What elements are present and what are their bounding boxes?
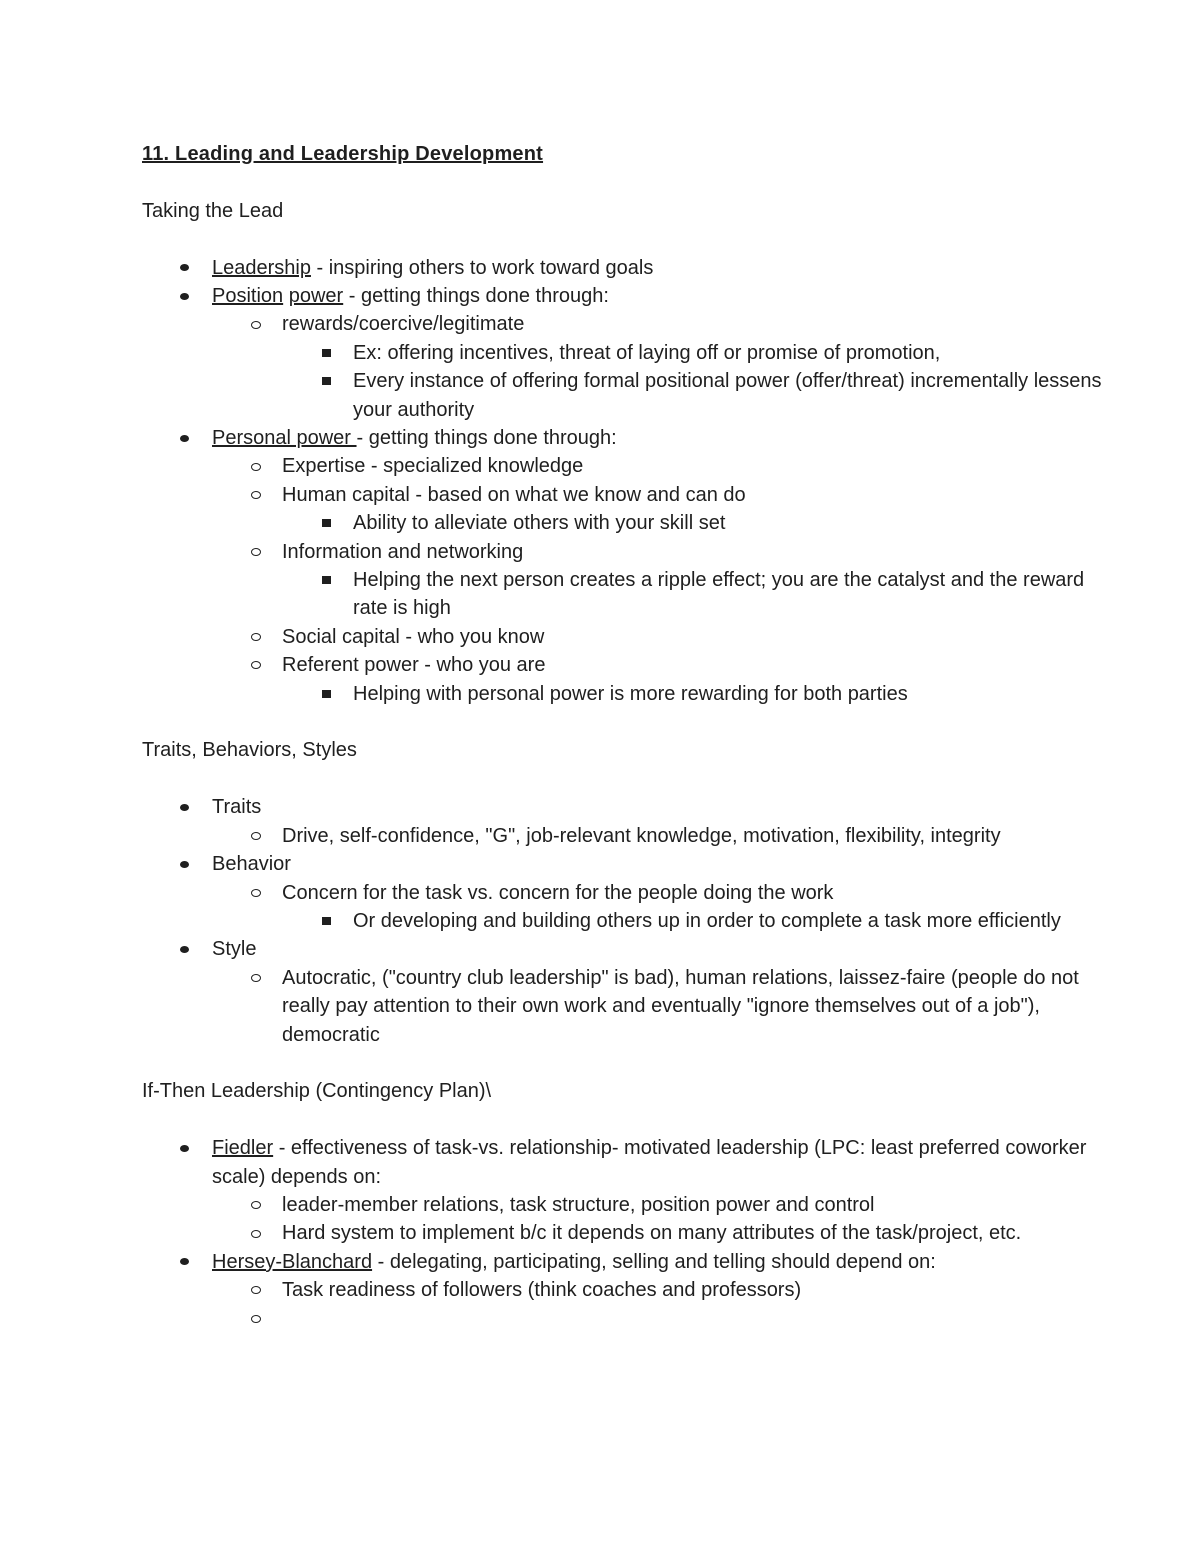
list-item-style <box>142 935 1102 963</box>
hollow-bullet-icon <box>248 822 264 850</box>
term-fiedler: Fiedler <box>212 1137 274 1160</box>
filled-bullet-icon <box>176 850 192 878</box>
list-item-helping-next <box>142 566 1102 623</box>
list-item-text: leader-member relations, task structure, position power and control <box>282 1193 875 1216</box>
hollow-bullet-icon <box>248 452 264 480</box>
filled-bullet-icon <box>176 935 192 963</box>
list-item-text: Task readiness of followers (think coaches and professors) <box>282 1279 802 1302</box>
list-item-human-capital <box>142 481 1102 509</box>
section-heading-traits-behaviors-styles: Traits, Behaviors, Styles <box>142 739 357 762</box>
hollow-bullet-icon <box>248 964 264 992</box>
definition-hersey-blanchard: - delegating, participating, selling and telling should depend on: <box>372 1250 936 1273</box>
bullet-list-taking-the-lead <box>142 254 1102 709</box>
list-item-traits <box>142 793 1102 821</box>
spacer <box>142 1049 1102 1077</box>
list-item-text: Information and networking <box>282 540 524 563</box>
spacer <box>142 708 1102 736</box>
hollow-bullet-icon <box>248 879 264 907</box>
spacer <box>142 168 1102 196</box>
spacer <box>142 225 1102 253</box>
list-item-autocratic <box>142 964 1102 1049</box>
spacer <box>142 765 1102 793</box>
hollow-bullet-icon <box>248 538 264 566</box>
square-bullet-icon <box>318 680 334 708</box>
list-item-information <box>142 538 1102 566</box>
hollow-bullet-icon <box>248 310 264 338</box>
list-item-text: Ability to alleviate others with your skill set <box>353 512 726 535</box>
filled-bullet-icon <box>176 282 192 310</box>
document-body <box>142 140 1102 1333</box>
term-personal-power: Personal power <box>212 427 357 450</box>
list-item-social-capital <box>142 623 1102 651</box>
list-item-leadership <box>142 254 1102 282</box>
list-item-text: Autocratic, ("country club leadership" is bad), human relations, laissez-faire (people do not really pay attention to their own work and eventually "ignore themselves out of a job"), democratic <box>282 966 1079 1046</box>
section-heading-if-then-leadership: If-Then Leadership (Contingency Plan)\ <box>142 1080 492 1103</box>
term-position: Position <box>212 285 284 307</box>
list-item-behavior <box>142 850 1102 878</box>
list-item-hersey-blanchard <box>142 1248 1102 1276</box>
list-item-position-power <box>142 282 1102 310</box>
square-bullet-icon <box>318 367 334 395</box>
hollow-bullet-icon <box>248 651 264 679</box>
list-item-text: Hard system to implement b/c it depends on many attributes of the task/project, etc. <box>282 1222 1022 1245</box>
list-item-expertise <box>142 452 1102 480</box>
list-item-text: Style <box>212 938 257 961</box>
list-item-fiedler <box>142 1134 1102 1191</box>
list-item-drive <box>142 822 1102 850</box>
definition-position-power: - getting things done through: <box>343 285 609 307</box>
definition-leadership: - inspiring others to work toward goals <box>310 256 654 279</box>
list-item-rewards <box>142 310 1102 338</box>
list-item-ex-incentives <box>142 339 1102 367</box>
square-bullet-icon <box>318 907 334 935</box>
square-bullet-icon <box>318 509 334 537</box>
spacer <box>142 1106 1102 1134</box>
hollow-bullet-icon <box>248 623 264 651</box>
definition-fiedler: - effectiveness of task-vs. relationship- motivated leadership (LPC: least preferred coworker scale) depends on: <box>212 1137 1087 1188</box>
list-item-text: Helping with personal power is more rewarding for both parties <box>353 682 908 705</box>
square-bullet-icon <box>318 339 334 367</box>
list-item-referent <box>142 651 1102 679</box>
term-power: power <box>288 285 344 307</box>
list-item-hard-system <box>142 1219 1102 1247</box>
filled-bullet-icon <box>176 1248 192 1276</box>
list-item-concern <box>142 879 1102 907</box>
list-item-text: Helping the next person creates a ripple effect; you are the catalyst and the reward rate is high <box>353 569 1085 620</box>
filled-bullet-icon <box>176 1134 192 1162</box>
filled-bullet-icon <box>176 793 192 821</box>
list-item-helping-personal <box>142 680 1102 708</box>
bullet-list-if-then-leadership <box>142 1134 1102 1333</box>
list-item-text: Social capital - who you know <box>282 625 545 648</box>
hollow-bullet-icon <box>248 481 264 509</box>
document-title: 11. Leading and Leadership Development <box>142 143 544 165</box>
hollow-bullet-icon <box>248 1305 264 1333</box>
definition-personal-power: - getting things done through: <box>356 427 617 450</box>
hollow-bullet-icon <box>248 1276 264 1304</box>
list-item-developing <box>142 907 1102 935</box>
square-bullet-icon <box>318 566 334 594</box>
list-item-text: Ex: offering incentives, threat of laying off or promise of promotion, <box>353 341 941 364</box>
list-item-text: Concern for the task vs. concern for the people doing the work <box>282 881 834 904</box>
list-item-text: rewards/coercive/legitimate <box>282 313 525 336</box>
list-item-text: Expertise - specialized knowledge <box>282 455 584 478</box>
list-item-leader-member <box>142 1191 1102 1219</box>
term-hersey-blanchard: Hersey-Blanchard <box>212 1250 373 1273</box>
filled-bullet-icon <box>176 424 192 452</box>
filled-bullet-icon <box>176 254 192 282</box>
list-item-text: Or developing and building others up in order to complete a task more efficiently <box>353 909 1061 932</box>
list-item-task-readiness <box>142 1276 1102 1304</box>
list-item-text: Drive, self-confidence, "G", job-relevant knowledge, motivation, flexibility, integrity <box>282 824 1001 847</box>
list-item-text: Every instance of offering formal positional power (offer/threat) incrementally lessens your authority <box>353 370 1102 421</box>
bullet-list-traits-behaviors-styles <box>142 793 1102 1049</box>
list-item-ability <box>142 509 1102 537</box>
term-leadership: Leadership <box>212 256 311 279</box>
hollow-bullet-icon <box>248 1219 264 1247</box>
list-item-text: Human capital - based on what we know and can do <box>282 483 746 506</box>
list-item-text: Traits <box>212 796 262 819</box>
list-item-empty <box>142 1305 1102 1333</box>
list-item-text: Behavior <box>212 853 291 876</box>
list-item-every-instance <box>142 367 1102 424</box>
list-item-personal-power <box>142 424 1102 452</box>
list-item-text: Referent power - who you are <box>282 654 546 677</box>
hollow-bullet-icon <box>248 1191 264 1219</box>
section-heading-taking-the-lead: Taking the Lead <box>142 199 284 222</box>
